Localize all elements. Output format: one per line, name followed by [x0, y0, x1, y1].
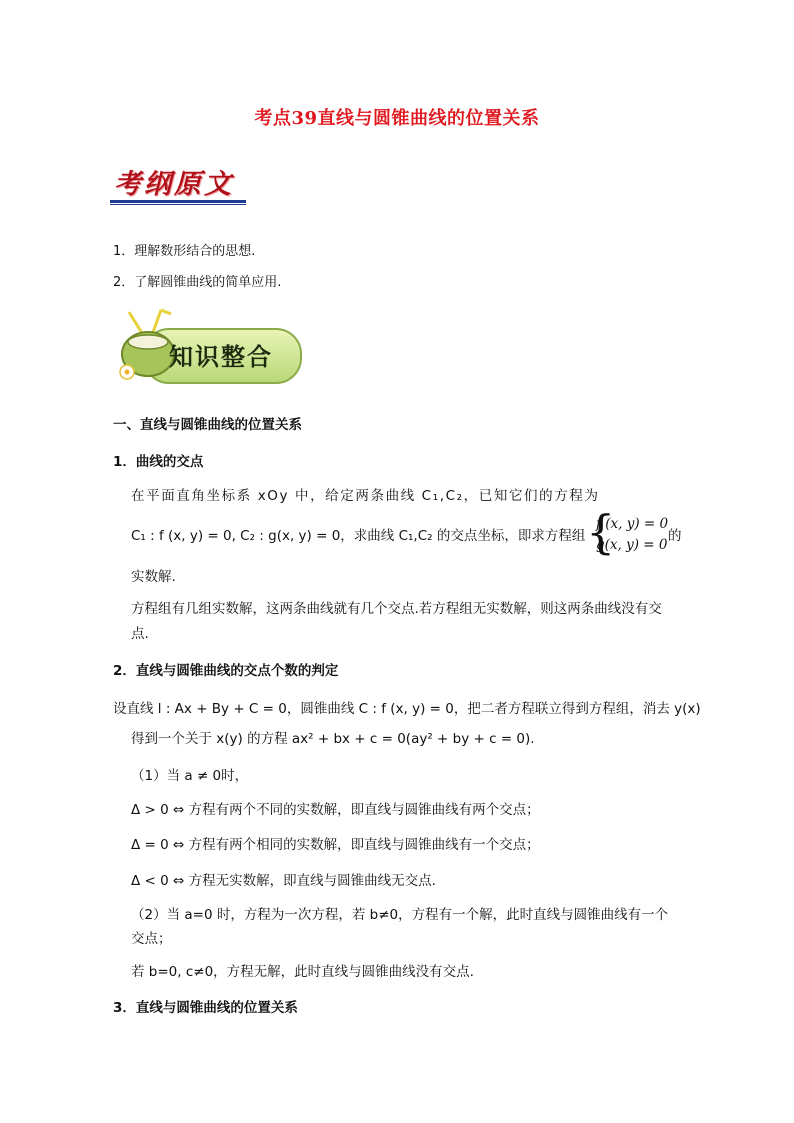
- zhishi-banner-text: 知识整合: [169, 343, 273, 371]
- page-title: 考点39直线与圆锥曲线的位置关系: [254, 108, 540, 129]
- paragraph-line: 设直线 l : Ax + By + C = 0，圆锥曲线 C : f (x, y) = 0，把二者方程联立得到方程组，消去 y(x): [113, 701, 701, 717]
- paragraph-line: 在平面直角坐标系 xOy 中，给定两条曲线 C₁,C₂，已知它们的方程为: [131, 488, 600, 504]
- equation-system: [586, 505, 670, 560]
- outline-item-1: 1．理解数形结合的思想.: [113, 244, 256, 259]
- banner-underline-thin: [110, 204, 246, 205]
- paragraph-line: （2）当 a=0 时，方程为一次方程，若 b≠0，方程有一个解，此时直线与圆锥曲线有一个: [131, 907, 669, 923]
- outline-item-2: 2．了解圆锥曲线的简单应用.: [113, 275, 282, 290]
- paragraph-line: 交点；: [131, 931, 172, 947]
- paragraph-line: 方程组有几组实数解，这两条曲线就有几个交点.若方程组无实数解，则这两条曲线没有交: [131, 601, 662, 617]
- discriminant-line: Δ = 0 ⇔ 方程有两个相同的实数解，即直线与圆锥曲线有一个交点；: [131, 837, 540, 853]
- discriminant-line: Δ > 0 ⇔ 方程有两个不同的实数解，即直线与圆锥曲线有两个交点；: [131, 802, 540, 818]
- sub-heading-2: 2．直线与圆锥曲线的交点个数的判定: [113, 663, 339, 679]
- zhishi-banner: [113, 308, 303, 383]
- paragraph-line: 若 b=0, c≠0，方程无解，此时直线与圆锥曲线没有交点.: [131, 964, 474, 980]
- paragraph-line: 实数解.: [131, 569, 176, 585]
- paragraph-line: 点.: [131, 626, 149, 642]
- brace-symbol: {: [586, 505, 616, 559]
- paragraph-line: 的: [668, 528, 682, 544]
- equation-row: f (x, y) = 0: [596, 516, 669, 532]
- paragraph-line: 得到一个关于 x(y) 的方程 ax² + bx + c = 0(ay² + by + c = 0).: [131, 731, 535, 747]
- discriminant-line: Δ < 0 ⇔ 方程无实数解，即直线与圆锥曲线无交点.: [131, 873, 436, 889]
- sub-heading-3: 3．直线与圆锥曲线的位置关系: [113, 1000, 298, 1016]
- case-label: （1）当 a ≠ 0时，: [131, 768, 249, 784]
- equation-row: g(x, y) = 0: [596, 537, 668, 553]
- kaogang-banner-text: 考纲原文: [114, 169, 234, 200]
- banner-underline: [110, 200, 246, 203]
- paragraph-line: C₁ : f (x, y) = 0, C₂ : g(x, y) = 0，求曲线 C₁,C₂ 的交点坐标，即求方程组: [131, 528, 586, 544]
- section-heading: 一、直线与圆锥曲线的位置关系: [113, 417, 302, 433]
- kaogang-banner: [110, 162, 246, 208]
- sub-heading-1: 1．曲线的交点: [113, 454, 204, 470]
